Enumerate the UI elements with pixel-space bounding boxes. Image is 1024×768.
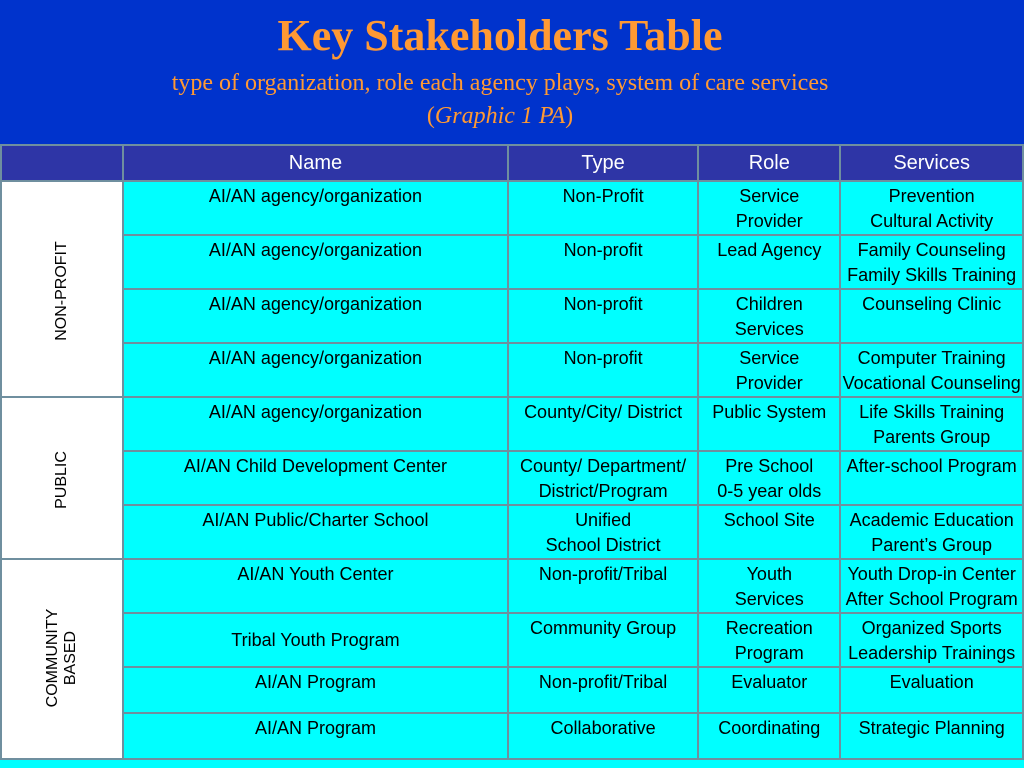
column-header-services: Services [840,145,1023,181]
cell-services [840,343,1023,397]
cell-services-line: Family Counseling [857,240,1006,260]
cell-type-line: Community Group [530,618,677,638]
header-group-column [1,145,123,181]
cell-role [698,559,840,613]
cell-role-line: Program [734,643,804,663]
cell-services-line: Youth Drop-in Center [847,564,1016,584]
cell-type [508,397,698,451]
cell-role [698,713,840,759]
table-row [1,559,1023,613]
cell-type [508,667,698,713]
cell-type-line: School District [545,535,661,555]
cell-type [508,343,698,397]
row-group-label: NON-PROFIT [52,240,70,341]
page-subtitle-graphic-ref [0,103,1000,130]
cell-type [508,713,698,759]
cell-role-line: 0-5 year olds [717,481,822,501]
cell-services-line: Vocational Counseling [842,373,1021,393]
cell-name: AI/AN agency/organization [123,289,508,343]
cell-services-line: Parents Group [873,427,991,447]
cell-role-line: Provider [735,211,803,231]
cell-services-line: Life Skills Training [859,402,1005,422]
stakeholders-table [0,144,1024,760]
table-header-row [1,145,1023,181]
cell-type [508,559,698,613]
table-row [1,713,1023,759]
column-header-name: Name [123,145,508,181]
cell-type-line: District/Program [538,481,668,501]
cell-name: AI/AN agency/organization [123,181,508,235]
cell-type [508,181,698,235]
cell-name: AI/AN agency/organization [123,235,508,289]
cell-role [698,451,840,505]
cell-services [840,613,1023,667]
cell-role-line: Evaluator [731,672,808,692]
cell-name: Tribal Youth Program [123,613,508,667]
cell-role-line: Service [739,348,800,368]
cell-services [840,667,1023,713]
cell-role-line: Coordinating [718,718,821,738]
cell-services-line: After-school Program [846,456,1017,476]
cell-name: AI/AN Child Development Center [123,451,508,505]
cell-type-line: Non-Profit [562,186,644,206]
row-group-label-cell [1,181,123,397]
subtitle-paren-close: ) [565,103,574,129]
cell-type-line: County/ Department/ [520,456,687,476]
cell-role-line: Provider [735,373,803,393]
cell-type-line: Non-profit/Tribal [538,672,668,692]
cell-role [698,397,840,451]
cell-services-line: Strategic Planning [858,718,1005,738]
cell-services-line: After School Program [845,589,1018,609]
cell-services-line: Leadership Trainings [848,643,1016,663]
cell-services [840,559,1023,613]
table-row [1,451,1023,505]
cell-type [508,235,698,289]
cell-type-line: Collaborative [550,718,656,738]
cell-name: AI/AN agency/organization [123,397,508,451]
cell-role-line: Services [734,589,804,609]
table-row [1,397,1023,451]
cell-services-line: Academic Education [849,510,1014,530]
cell-services [840,397,1023,451]
cell-role-line: Service [739,186,800,206]
column-header-role: Role [698,145,840,181]
cell-type-line: Non-profit [563,240,643,260]
cell-role [698,181,840,235]
cell-type-line: Unified [575,510,632,530]
cell-type [508,289,698,343]
cell-role-line: Children [735,294,803,314]
cell-role-line: Recreation [725,618,813,638]
cell-role [698,235,840,289]
cell-services-line: Prevention [888,186,975,206]
table-row [1,181,1023,235]
table-row [1,505,1023,559]
cell-services [840,235,1023,289]
cell-role-line: Lead Agency [717,240,822,260]
cell-role [698,289,840,343]
table-row [1,667,1023,713]
cell-role-line: School Site [723,510,815,530]
cell-role-line: Services [734,319,804,339]
row-group-label: COMMUNITY BASED [44,608,79,708]
cell-role-line: Pre School [725,456,814,476]
cell-type [508,613,698,667]
page-subtitle: type of organization, role each agency plays, system of care services [171,70,829,96]
cell-services [840,181,1023,235]
cell-type [508,451,698,505]
cell-services-line: Organized Sports [861,618,1002,638]
cell-services [840,451,1023,505]
cell-services-line: Computer Training [857,348,1006,368]
cell-services-line: Family Skills Training [847,265,1017,285]
table-row [1,289,1023,343]
cell-role-line: Public System [712,402,827,422]
table-row [1,343,1023,397]
cell-name: AI/AN Public/Charter School [123,505,508,559]
cell-services [840,505,1023,559]
cell-role [698,667,840,713]
cell-role [698,613,840,667]
row-group-label-cell [1,559,123,759]
row-group-label: PUBLIC [52,450,70,509]
cell-type [508,505,698,559]
cell-type-line: Non-profit [563,294,643,314]
cell-services-line: Counseling Clinic [862,294,1002,314]
cell-role [698,343,840,397]
cell-type-line: Non-profit/Tribal [538,564,668,584]
subtitle-graphic-label: Graphic 1 PA [434,103,566,129]
table-row [1,235,1023,289]
cell-name: AI/AN Program [123,713,508,759]
cell-services-line: Evaluation [889,672,974,692]
column-header-type: Type [508,145,698,181]
cell-name: AI/AN Youth Center [123,559,508,613]
row-group-label-cell [1,397,123,559]
cell-services-line: Parent’s Group [871,535,993,555]
cell-services [840,713,1023,759]
cell-name: AI/AN Program [123,667,508,713]
cell-type-line: Non-profit [563,348,643,368]
cell-name: AI/AN agency/organization [123,343,508,397]
stakeholders-table-area [0,144,1024,768]
cell-services [840,289,1023,343]
cell-role [698,505,840,559]
table-row [1,613,1023,667]
subtitle-paren-open: ( [426,103,435,129]
cell-role-line: Youth [746,564,792,584]
cell-type-line: County/City/ District [524,402,683,422]
cell-services-line: Cultural Activity [870,211,994,231]
page-title: Key Stakeholders Table [277,11,723,60]
